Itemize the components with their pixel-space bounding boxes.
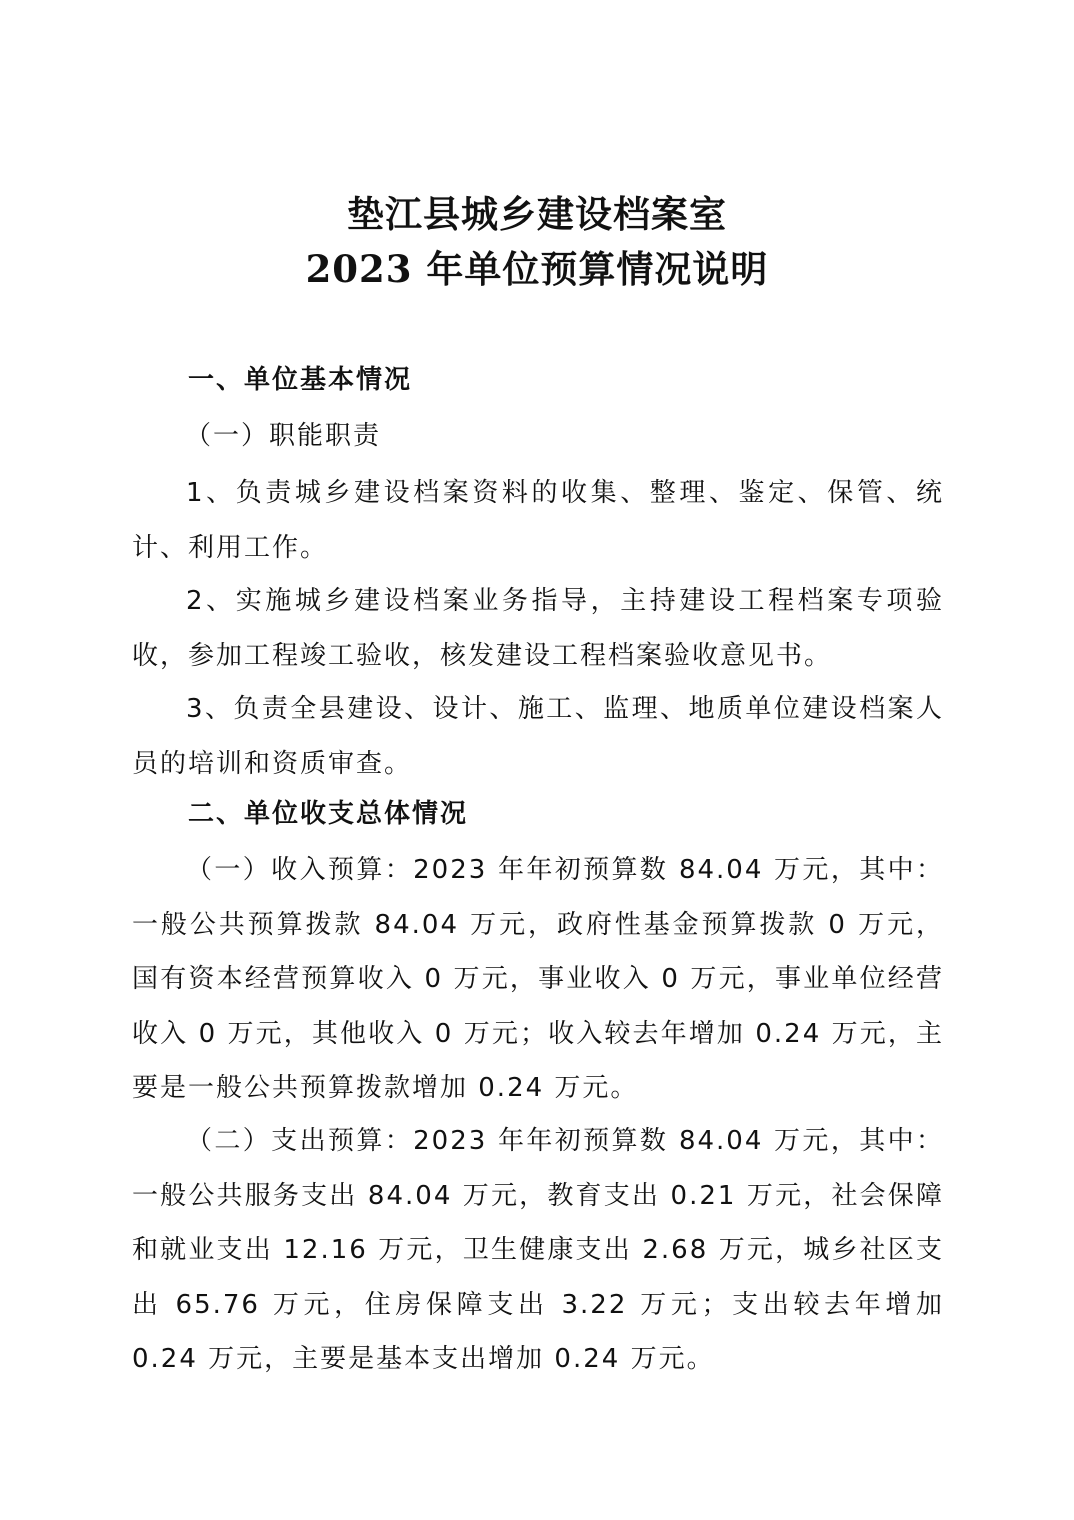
document-title-line2: 2023 年单位预算情况说明	[305, 247, 769, 291]
duty-item-2: 2、实施城乡建设档案业务指导，主持建设工程档案专项验收，参加工程竣工验收，核发建设工程档案验收意见书。	[132, 586, 944, 671]
duty-item-1: 1、负责城乡建设档案资料的收集、整理、鉴定、保管、统计、利用工作。	[132, 478, 944, 563]
expense-budget-paragraph: （二）支出预算：2023 年年初预算数 84.04 万元，其中：一般公共服务支出 84.04 万元，教育支出 0.21 万元，社会保障和就业支出 12.16 万元，卫生健康支出 2.68 万元，城乡社区支出 65.76 万元，住房保障支出 3.22 万元；支出较去年增加 0.24 万元，主要是基本支出增加 0.24 万元。	[132, 1126, 944, 1374]
duty-item-3: 3、负责全县建设、设计、施工、监理、地质单位建设档案人员的培训和资质审查。	[132, 694, 944, 779]
document-title-line1: 垫江县城乡建设档案室	[347, 192, 727, 236]
section1-heading: 一、单位基本情况	[188, 365, 413, 395]
section1-subheading: （一）职能职责	[185, 421, 382, 451]
section2-heading: 二、单位收支总体情况	[188, 799, 469, 829]
income-budget-paragraph: （一）收入预算：2023 年年初预算数 84.04 万元，其中：一般公共预算拨款 84.04 万元，政府性基金预算拨款 0 万元，国有资本经营预算收入 0 万元，事业收入 0 万元，事业单位经营收入 0 万元，其他收入 0 万元；收入较去年增加 0.24 万元，主要是一般公共预算拨款增加 0.24 万元。	[132, 855, 944, 1103]
